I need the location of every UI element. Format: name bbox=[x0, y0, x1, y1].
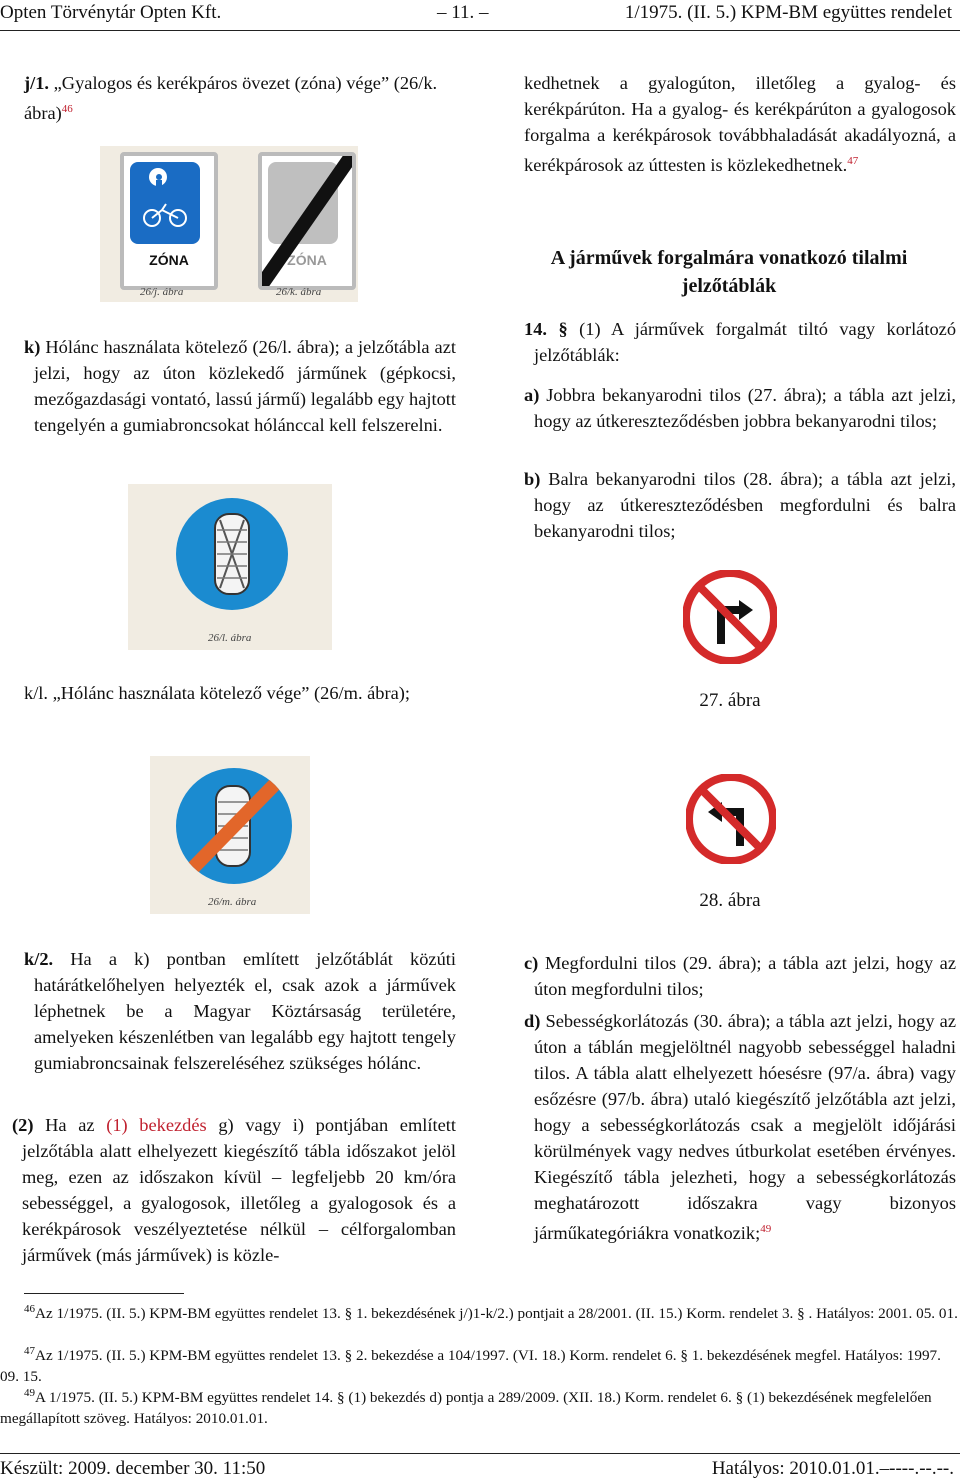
item-text: k/l. „Hólánc használata kötelező vége” (26/m. ábra); bbox=[24, 683, 411, 703]
footnote-text: Az 1/1975. (II. 5.) KPM-BM együttes rendelet 13. § 2. bekezdése a 104/1997. (VI. 18.) Korm. rendelet 6. § 1. bekezdésének megfel. Hatályos: 1997. 09. 15. bbox=[0, 1347, 941, 1386]
item-text: Sebességkorlátozás (30. ábra); a tábla azt jelzi, hogy az úton a táblán megjelöltnél nagyobb sebességgel haladni tilos. A tábla alatt elhelyezett hóesésre (97/a. ábra) vagy esőzésre (97/b. ábra) utaló kiegészítő jelzőtábla azt jelzi, hogy a sebességkorlátozás csak a megjelölt időjárási körülmények vagy nedves útburkolat esetében érvényes. Kiegészítő tábla jelezheti, hogy a sebességkorlátozás meghatározott időszakra vagy bizonyos járműkategóriákra vonatkozik; bbox=[534, 1011, 956, 1244]
item-text: Balra bekanyarodni tilos (28. ábra); a tábla azt jelzi, hogy az útkereszteződésben megfordulni és balra bekanyarodni tilos; bbox=[534, 469, 956, 541]
item-kl bbox=[24, 680, 456, 706]
footnote-49 bbox=[0, 1383, 960, 1429]
section-title: A járművek forgalmára vonatkozó tilalmi jelzőtáblák bbox=[550, 247, 908, 297]
footnote-rule bbox=[24, 1293, 184, 1294]
figure-26j-26k bbox=[100, 146, 358, 302]
figure-caption: 26/l. ábra bbox=[208, 632, 252, 644]
page-number: – 11. – bbox=[437, 2, 489, 23]
section-14 bbox=[524, 316, 956, 368]
footnote-ref[interactable]: 47 bbox=[847, 155, 859, 167]
item-text: Jobbra bekanyarodni tilos (27. ábra); a tábla azt jelzi, hogy az útkereszteződésben jobbra bekanyarodni tilos; bbox=[534, 385, 956, 431]
footer-effective: Hatályos: 2010.01.01.–----.--.--. bbox=[711, 1458, 954, 1479]
item-k2 bbox=[24, 946, 456, 1076]
figure-caption: 26/m. ábra bbox=[208, 896, 257, 908]
footer-created: Készült: 2009. december 30. 11:50 bbox=[0, 1458, 266, 1479]
header-document-title: 1/1975. (II. 5.) KPM-BM együttes rendelet bbox=[624, 2, 952, 23]
item-label: c) bbox=[524, 953, 539, 973]
cross-reference-link[interactable]: (1) bekezdés bbox=[106, 1115, 207, 1135]
no-right-turn-sign-icon bbox=[683, 570, 777, 664]
item-c bbox=[524, 950, 956, 1002]
snow-chain-sign-icon bbox=[128, 484, 332, 650]
item-a bbox=[524, 382, 956, 434]
footnote-text: A 1/1975. (II. 5.) KPM-BM együttes rendelet 14. § (1) bekezdés d) pontja a 289/2009. (XII. 18.) Korm. rendelet 6. § (1) bekezdésének megfelelően megállapított szöveg. Hatályos: 2010.01.01. bbox=[0, 1389, 932, 1428]
paragraph-label: (2) bbox=[12, 1115, 34, 1135]
end-strike-icon bbox=[262, 156, 352, 286]
zone-end-sign bbox=[258, 152, 356, 290]
figure-caption: 26/j. ábra bbox=[140, 286, 184, 298]
footnote-text: Az 1/1975. (II. 5.) KPM-BM együttes rendelet 13. § 1. bekezdésének j/)1-k/2.) pontjait a 28/2001. (II. 15.) Korm. rendelet 3. § . Hatályos: 2001. 05. 01. bbox=[35, 1305, 958, 1323]
no-left-turn-sign-icon bbox=[686, 774, 776, 864]
header-publisher: Opten Törvénytár Opten Kft. bbox=[0, 2, 222, 23]
page-header bbox=[0, 0, 960, 32]
footer-rule bbox=[0, 1453, 960, 1454]
footnote-47 bbox=[0, 1341, 960, 1387]
figure-caption: 26/k. ábra bbox=[276, 286, 322, 298]
figure-26l bbox=[128, 484, 332, 650]
footnote-46 bbox=[0, 1299, 960, 1324]
section-text: (1) A járművek forgalmát tiltó vagy korlátozó jelzőtáblák: bbox=[534, 319, 957, 365]
item-text: Megfordulni tilos (29. ábra); a tábla azt jelzi, hogy az úton megfordulni tilos; bbox=[534, 953, 956, 999]
item-label: d) bbox=[524, 1011, 541, 1031]
paragraph-text: g) vagy i) pontjában említett jelzőtábla alatt elhelyezett kiegészítő tábla időszakot jelöl meg, ezen az időszakon kívül – legfeljebb 20 km/óra sebességgel, a gyalogosok, illetőleg a gyalogosok és a kerékpárosok veszélyeztetése nélkül – célforgalomban járművek (más járművek) is közle- bbox=[22, 1115, 456, 1265]
footnote-ref[interactable]: 46 bbox=[61, 103, 73, 115]
footnote-number: 46 bbox=[24, 1303, 35, 1315]
footnote-number: 49 bbox=[24, 1387, 35, 1399]
item-label: j/1. bbox=[24, 73, 50, 93]
item-label: k) bbox=[24, 337, 41, 357]
zone-sign bbox=[120, 152, 218, 290]
header-rule bbox=[0, 30, 960, 31]
item-text: „Gyalogos és kerékpáros övezet (zóna) vége” (26/k. ábra) bbox=[24, 73, 438, 124]
item-d bbox=[524, 1008, 956, 1246]
footnote-ref[interactable]: 49 bbox=[760, 1223, 772, 1235]
pedestrian-bicycle-icon bbox=[130, 162, 200, 244]
item-j1 bbox=[24, 70, 456, 126]
paragraph-text: kedhetnek a gyalogúton, illetőleg a gyalog- és kerékpárúton. Ha a gyalog- és kerékpárúton a gyalogosok forgalma a kerékpárosok továbbhaladását akadályozná, a kerékpárosok az úttesten is közlekedhetnek. bbox=[524, 73, 956, 176]
zone-label: ZÓNA bbox=[149, 252, 189, 268]
figure-26m bbox=[150, 756, 310, 914]
sign-panel bbox=[130, 162, 200, 244]
zone-label: ZÓNA bbox=[287, 252, 327, 268]
paragraph-2 bbox=[12, 1112, 456, 1268]
section-label: 14. § bbox=[524, 319, 568, 339]
item-label: b) bbox=[524, 469, 541, 489]
figure-caption: 28. ábra bbox=[699, 890, 761, 911]
item-k bbox=[24, 334, 456, 438]
figure-caption: 27. ábra bbox=[699, 690, 761, 711]
item-b bbox=[524, 466, 956, 544]
snow-chain-end-sign-icon bbox=[150, 756, 310, 914]
item-text: Ha a k) pontban említett jelzőtáblát közúti határátkelőhelyen helyezték el, csak azok a járművek léphetnek be a Magyar Köztársaság területére, amelyeken készenlétben van legalább egy hajtott tengely gumiabroncsainak felszereléséhez szükséges hólánc. bbox=[34, 949, 456, 1073]
item-label: k/2. bbox=[24, 949, 54, 969]
footnote-number: 47 bbox=[24, 1345, 35, 1357]
item-label: a) bbox=[524, 385, 540, 405]
item-text: Hólánc használata kötelező (26/l. ábra); a jelzőtábla azt jelzi, hogy az úton közlekedő járműnek (gépkocsi, mezőgazdasági vontató, lassú jármű) legalább egy hajtott tengelyén a gumiabroncsokat hólánccal kell felszerelni. bbox=[34, 337, 456, 435]
continued-text bbox=[524, 70, 956, 178]
paragraph-text: Ha az bbox=[45, 1115, 95, 1135]
